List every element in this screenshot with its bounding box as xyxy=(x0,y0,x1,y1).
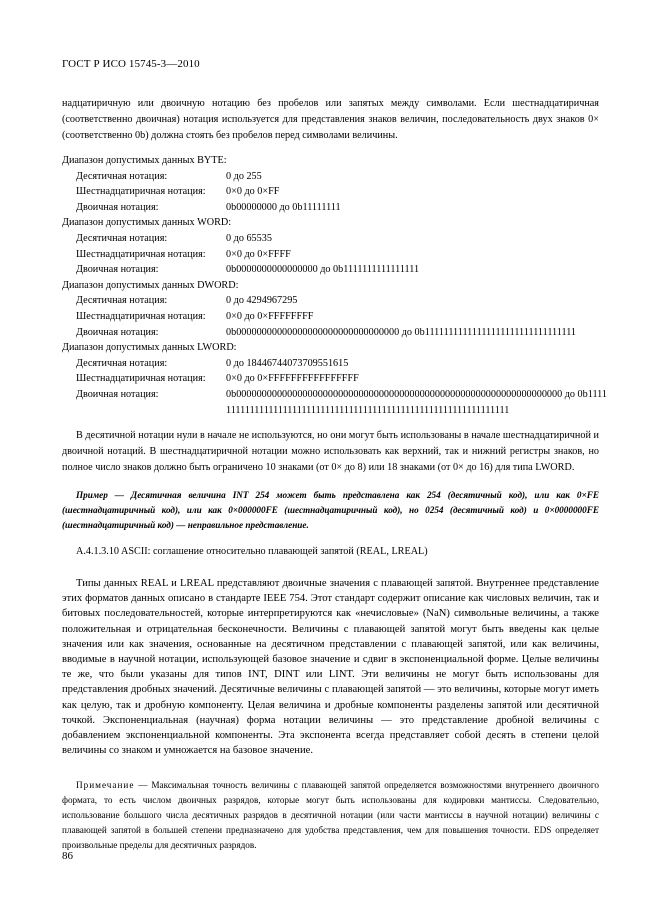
notation-value: 0×0 до 0×FFFF xyxy=(226,248,291,260)
notation-value: 0×0 до 0×FFFFFFFF xyxy=(226,310,314,322)
range-row xyxy=(62,184,607,200)
page-number: 86 xyxy=(62,850,73,862)
notation-label: Шестнадцатиричная нотация: xyxy=(76,186,206,198)
notation-label: Десятичная нотация: xyxy=(76,170,168,182)
section-heading: A.4.1.3.10 ASCII: соглашение относительно плавающей запятой (REAL, LREAL) xyxy=(76,546,428,557)
notation-value: 0 до 65535 xyxy=(226,232,272,244)
range-row xyxy=(62,387,607,418)
notation-value: 0×0 до 0×FF xyxy=(226,186,280,198)
range-row xyxy=(62,231,607,247)
paragraph-floating-point: Типы данных REAL и LREAL представляют двоичные значения с плавающей запятой. Внутреннее представление этих форматов данных описано в стандарте IEEE 754. Этот стандарт содержит описание как числовых величин, так и битовых последовательностей, которые интерпретируются как «нечисловые» (NaN) символьные величины, а также положительная и отрицательная бесконечности. Величины с плавающей запятой могут быть введены как целые значения или как значения, основанные на десятичном представлении с плавающей запятой, или как величины, вводимые в научной нотации, использующей базовое значение и сдвиг в экспоненциальной форме. Целые величины те же, что были указаны для типов INT, DINT или LINT. Эти величины не могут быть использованы для представления дробных значений. Десятичные величины с плавающей запятой — это величины, которые могут иметь как целую, так и дробную компоненту. Целая величина и дробные компоненты разделены запятой или десятичной точкой. Экспоненциальная (научная) форма нотации величины — это представление дробной величины с добавлением экспоненциальной компоненты. Эта экспонента всегда представляет собой десять в степени целой величины со знаком и умножается на базовое значение. xyxy=(62,578,599,757)
example-paragraph: Пример — Десятичная величина INT 254 может быть представлена как 254 (десятичный код), или как 0×FE (шестнадцатиричный код), или как 0×000000FE (шестнадцатиричный код), но 0254 (десятичный код) и 0×0000000FE (шестнадцатиричный код) — неправильное представление. xyxy=(62,490,599,530)
notation-label: Шестнадцатиричная нотация: xyxy=(76,373,206,385)
notation-value: 0×0 до 0×FFFFFFFFFFFFFFFF xyxy=(226,373,359,385)
note-paragraph xyxy=(62,778,599,853)
notation-value: 0 до 255 xyxy=(226,170,262,182)
notation-label: Десятичная нотация: xyxy=(76,357,168,369)
range-row xyxy=(62,371,607,387)
range-row xyxy=(62,247,607,263)
document-header: ГОСТ Р ИСО 15745-3—2010 xyxy=(62,58,200,70)
range-heading: Диапазон допустимых данных DWORD: xyxy=(62,279,239,291)
notation-value: 0 до 18446744073709551615 xyxy=(226,357,349,369)
notation-value: 0b00000000 до 0b11111111 xyxy=(226,201,341,213)
notation-label: Двоичная нотация: xyxy=(76,388,159,400)
paragraph-notation: надцатиричную или двоичную нотацию без пробелов или запятых между символами. Если шестнадцатиричная (соответственно двоичная) нотация используется для представления знаков величин, последовательность двух знаков 0× (соответственно 0b) должна стоять без пробелов перед символами величины. xyxy=(62,98,599,141)
notation-value: 0b0000000000000000 до 0b1111111111111111 xyxy=(226,264,420,276)
range-row xyxy=(62,169,607,185)
range-row xyxy=(62,200,607,216)
notation-label: Двоичная нотация: xyxy=(76,201,159,213)
range-row xyxy=(62,325,607,341)
range-row xyxy=(62,309,607,325)
data-ranges xyxy=(62,153,607,418)
range-row xyxy=(62,356,607,372)
paragraph-leading-zeros: В десятичной нотации нули в начале не используются, но они могут быть использованы в начале шестнадцатиричной и двоичной нотаций. В шестнадцатиричной нотации можно использовать как верхний, так и нижний регистры знаков, но полное число знаков должно быть ограничено 10 знаками (от 0× до 8) или 18 знаками (от 0× до 16) для типа LWORD. xyxy=(62,430,599,473)
notation-value: 0b0000000000000000000000000000000000000000000000000000000000000000 до 0b1111111111111111111111111111111111111111111111111111111111111111 xyxy=(226,388,607,416)
range-row xyxy=(62,293,607,309)
notation-value: 0 до 4294967295 xyxy=(226,295,298,307)
range-heading: Диапазон допустимых данных WORD: xyxy=(62,217,232,229)
notation-label: Двоичная нотация: xyxy=(76,326,159,338)
notation-label: Десятичная нотация: xyxy=(76,232,168,244)
note-text: — Максимальная точность величины с плавающей запятой определяется возможностями внутреннего двоичного формата, то есть числом двоичных разрядов, которые могут быть использованы для кодировки мантиссы. Следовательно, использование большого числа десятичных разрядов в десятичной нотации (или части мантиссы в научной нотации) величины с плавающей запятой в большей степени предназначено для удобства представления, чем для повышения точности. EDS определяет произвольные пределы для десятичных разрядов. xyxy=(62,780,599,850)
notation-value: 0b00000000000000000000000000000000 до 0b11111111111111111111111111111111 xyxy=(226,326,577,338)
notation-label: Двоичная нотация: xyxy=(76,264,159,276)
range-heading: Диапазон допустимых данных LWORD: xyxy=(62,342,237,354)
note-label: Примечание xyxy=(76,780,135,790)
notation-label: Шестнадцатиричная нотация: xyxy=(76,310,206,322)
notation-label: Шестнадцатиричная нотация: xyxy=(76,248,206,260)
range-heading: Диапазон допустимых данных BYTE: xyxy=(62,155,227,166)
notation-label: Десятичная нотация: xyxy=(76,295,168,307)
range-row xyxy=(62,262,607,278)
